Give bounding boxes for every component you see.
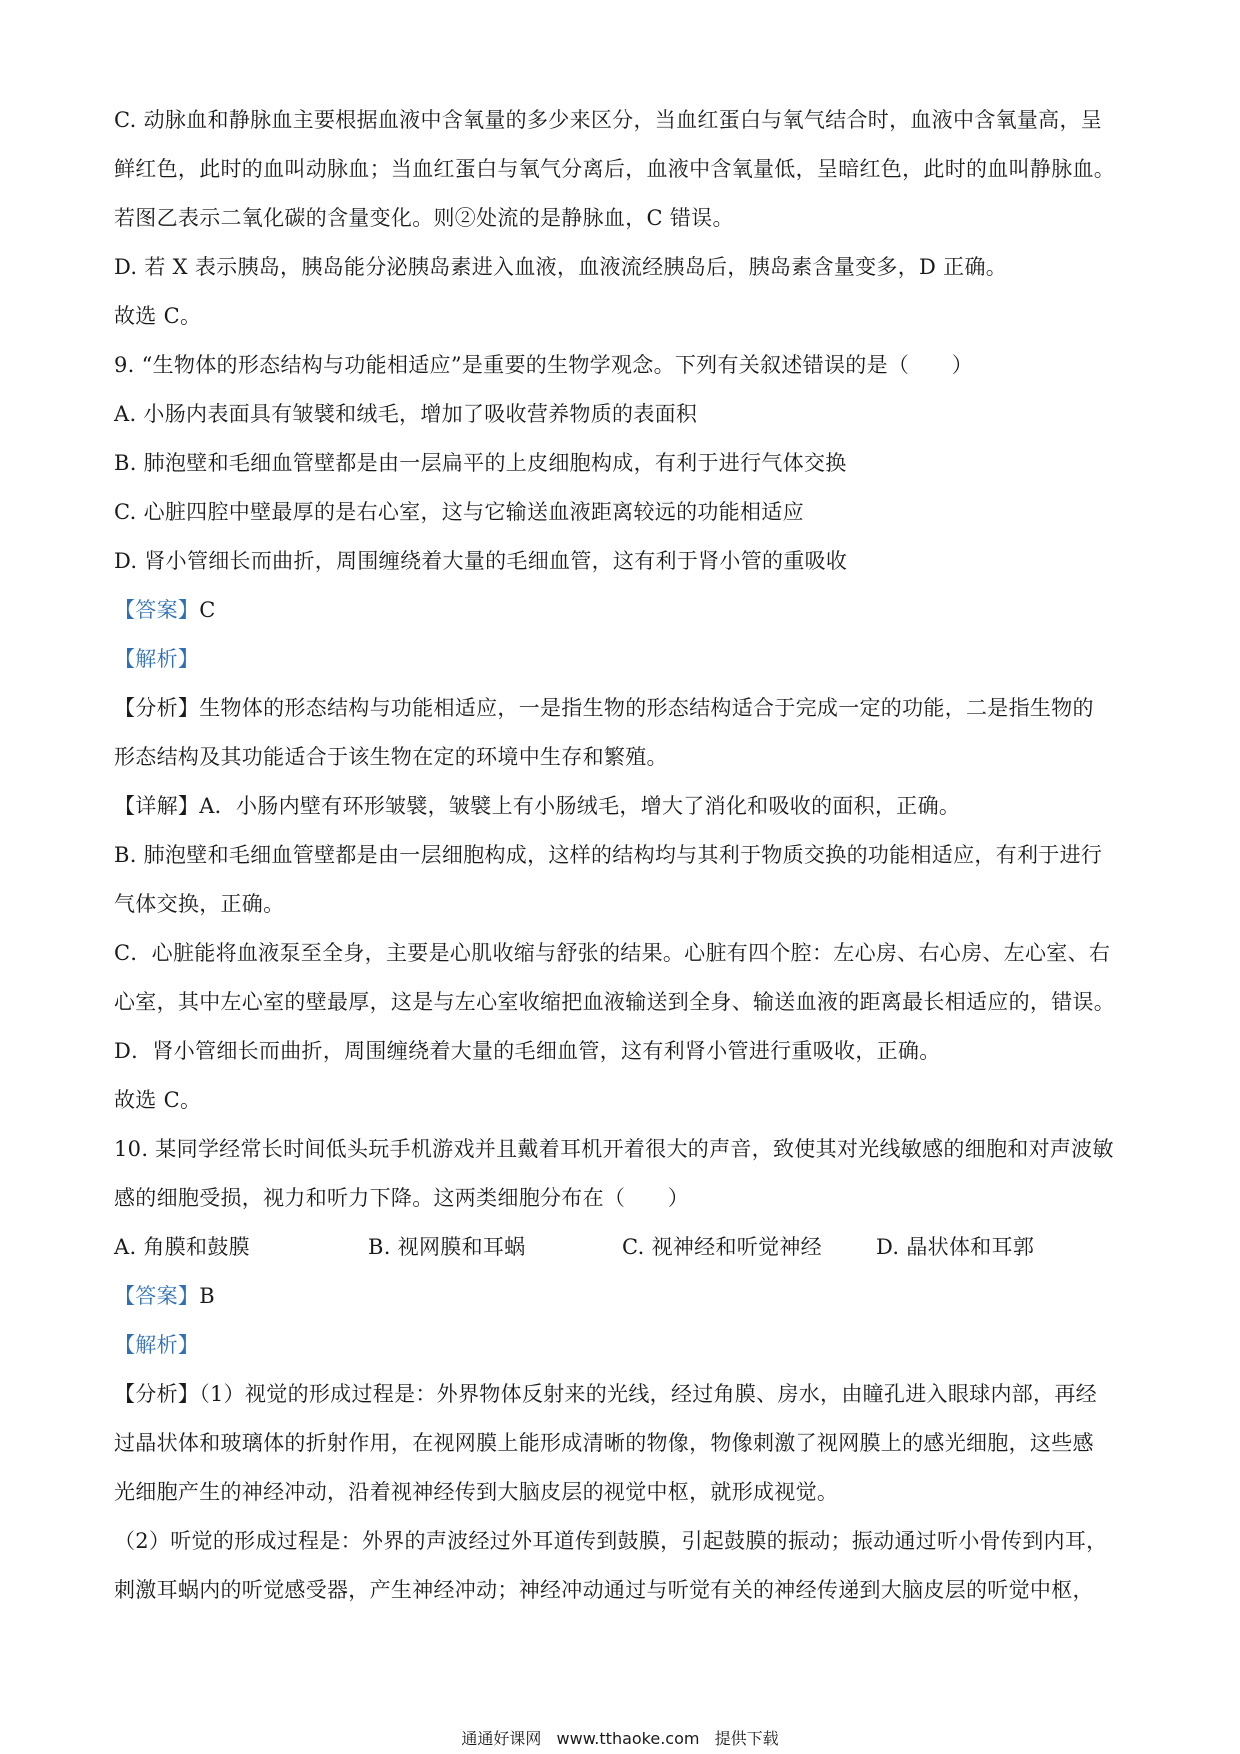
question-10-fenxi: [114, 1370, 1134, 1419]
text-line: 心室，其中左心室的壁最厚，这是与左心室收缩把血液输送到全身、输送血液的距离最长相适应的，错误。: [114, 990, 1116, 1014]
text-line: 气体交换，正确。: [114, 892, 285, 916]
question-9-fenxi: [114, 684, 1134, 733]
question-9-analysis-heading: [114, 635, 1134, 684]
text-line: 过晶状体和玻璃体的折射作用，在视网膜上能形成清晰的物像，物像刺激了视网膜上的感光细胞，这些感: [114, 1431, 1094, 1455]
question-9-option-c: C. 心脏四腔中壁最厚的是右心室，这与它输送血液距离较远的功能相适应: [114, 500, 804, 524]
fenxi-tag: 【分析】: [114, 1382, 200, 1406]
question-10-option-c: C. 视神经和听觉神经: [622, 1235, 822, 1259]
text-line: B. 肺泡壁和毛细血管壁都是由一层细胞构成，这样的结构均与其利于物质交换的功能相适应，有利于进行: [114, 843, 1103, 867]
analysis-tag: 【解析】: [114, 647, 200, 671]
text-line: （2）听觉的形成过程是：外界的声波经过外耳道传到鼓膜，引起鼓膜的振动；振动通过听小骨传到内耳，: [114, 1529, 1108, 1553]
question-10-options: [114, 1223, 1134, 1272]
text-line: C．心脏能将血液泵至全身，主要是心肌收缩与舒张的结果。心脏有四个腔：左心房、右心房、左心室、右: [114, 941, 1111, 965]
text-line: D．肾小管细长而曲折，周围缠绕着大量的毛细血管，这有利肾小管进行重吸收，正确。: [114, 1039, 941, 1063]
text-line: 光细胞产生的神经冲动，沿着视神经传到大脑皮层的视觉中枢，就形成视觉。: [114, 1480, 839, 1504]
fenxi-text: （1）视觉的形成过程是：外界物体反射来的光线，经过角膜、房水，由瞳孔进入眼球内部，再经: [199, 1382, 1097, 1406]
question-10-option-b: B. 视网膜和耳蜗: [368, 1235, 526, 1259]
answer-value: B: [199, 1284, 215, 1308]
text-line: 形态结构及其功能适合于该生物在定的环境中生存和繁殖。: [114, 745, 668, 769]
answer-tag: 【答案】: [114, 598, 200, 622]
question-10-answer: [114, 1272, 1134, 1321]
question-9-option-d: D. 肾小管细长而曲折，周围缠绕着大量的毛细血管，这有利于肾小管的重吸收: [114, 549, 848, 573]
analysis-tag: 【解析】: [114, 1333, 200, 1357]
xiangjie-text: A．小肠内壁有环形皱襞，皱襞上有小肠绒毛，增大了消化和吸收的面积，正确。: [199, 794, 961, 818]
text-line: 若图乙表示二氧化碳的含量变化。则②处流的是静脉血，C 错误。: [114, 206, 734, 230]
answer-value: C: [199, 598, 216, 622]
text-line: 刺激耳蜗内的听觉感受器，产生神经冲动；神经冲动通过与听觉有关的神经传递到大脑皮层的听觉中枢，: [114, 1578, 1094, 1602]
question-10-option-d: D. 晶状体和耳郭: [876, 1235, 1035, 1259]
footer-suffix: 提供下载: [714, 1729, 779, 1748]
question-9-option-a: A. 小肠内表面具有皱襞和绒毛，增加了吸收营养物质的表面积: [114, 402, 698, 426]
footer-url[interactable]: www.tthaoke.com: [556, 1729, 700, 1748]
question-9-xiangjie: [114, 782, 1134, 831]
question-10-stem: 感的细胞受损，视力和听力下降。这两类细胞分布在（ ）: [114, 1186, 690, 1210]
xiangjie-tag: 【详解】: [114, 794, 200, 818]
question-9-conclusion: 故选 C。: [114, 1088, 202, 1112]
answer-tag: 【答案】: [114, 1284, 200, 1308]
footer-site-name: 通通好课网: [461, 1729, 542, 1748]
page-footer: [0, 1726, 1240, 1749]
question-9-answer: [114, 586, 1134, 635]
text-line: C. 动脉血和静脉血主要根据血液中含氧量的多少来区分，当血红蛋白与氧气结合时，血液中含氧量高，呈: [114, 108, 1103, 132]
question-10-stem: 10. 某同学经常长时间低头玩手机游戏并且戴着耳机开着很大的声音，致使其对光线敏感的细胞和对声波敏: [114, 1137, 1114, 1161]
text-line: D. 若 X 表示胰岛，胰岛能分泌胰岛素进入血液，血液流经胰岛后，胰岛素含量变多，D 正确。: [114, 255, 1008, 279]
question-10-option-a: A. 角膜和鼓膜: [114, 1235, 250, 1259]
fenxi-tag: 【分析】: [114, 696, 200, 720]
fenxi-text: 生物体的形态结构与功能相适应，一是指生物的形态结构适合于完成一定的功能，二是指生物的: [199, 696, 1094, 720]
document-page: [114, 96, 1134, 1615]
text-line: 故选 C。: [114, 304, 202, 328]
text-line: 鲜红色，此时的血叫动脉血；当血红蛋白与氧气分离后，血液中含氧量低，呈暗红色，此时的血叫静脉血。: [114, 157, 1116, 181]
question-10-analysis-heading: [114, 1321, 1134, 1370]
question-9-option-b: B. 肺泡壁和毛细血管壁都是由一层扁平的上皮细胞构成，有利于进行气体交换: [114, 451, 847, 475]
question-9-stem: 9. “生物体的形态结构与功能相适应”是重要的生物学观念。下列有关叙述错误的是（ ）: [114, 353, 974, 377]
